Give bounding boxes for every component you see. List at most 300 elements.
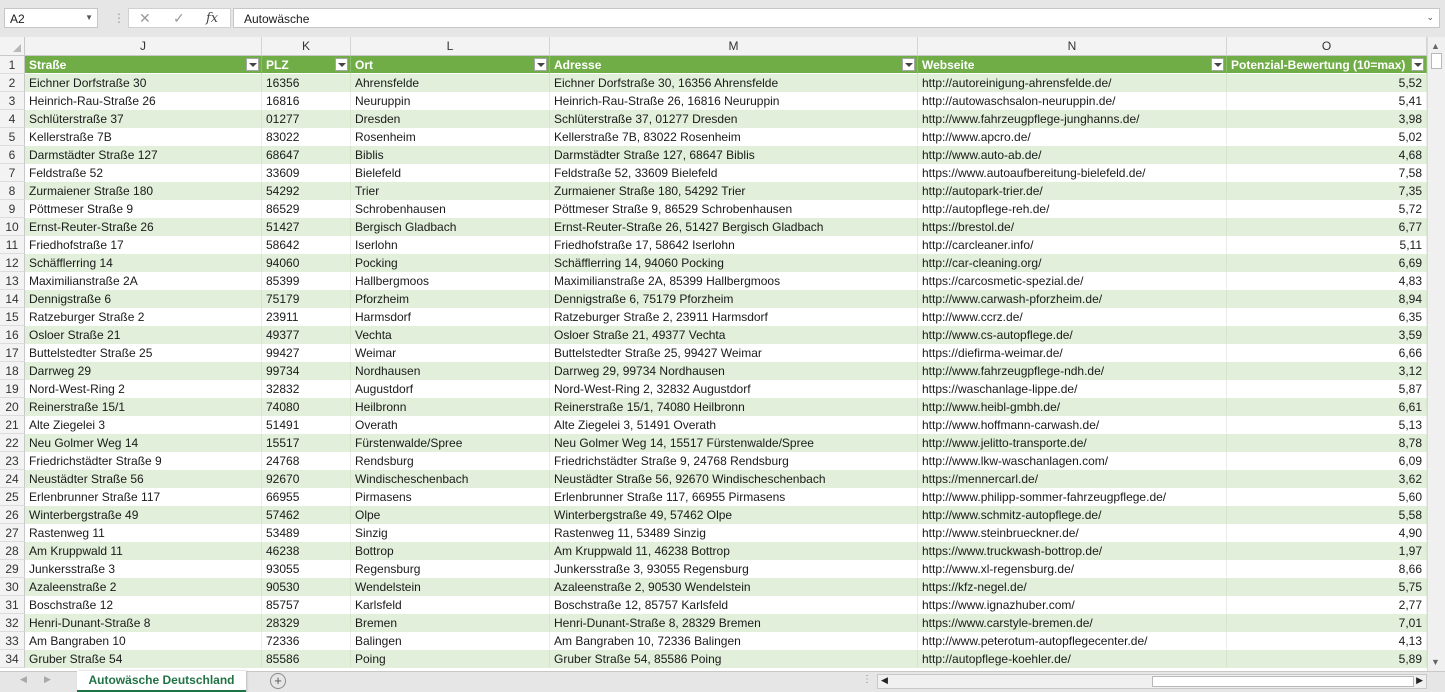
table-cell[interactable] xyxy=(918,650,1227,668)
cell-text: Heinrich-Rau-Straße 26, 16816 Neuruppin xyxy=(554,94,780,108)
table-cell[interactable] xyxy=(262,326,351,344)
row-number[interactable]: 1 xyxy=(0,56,25,74)
table-cell[interactable] xyxy=(550,218,918,236)
sheet-tab-active[interactable]: Autowäsche Deutschland xyxy=(77,671,246,692)
cell-text: Nord-West-Ring 2, 32832 Augustdorf xyxy=(554,382,751,396)
table-cell[interactable] xyxy=(262,290,351,308)
table-cell[interactable] xyxy=(351,452,550,470)
table-cell[interactable] xyxy=(262,146,351,164)
table-cell[interactable] xyxy=(1227,146,1427,164)
table-cell[interactable] xyxy=(351,614,550,632)
cell-text: Neu Golmer Weg 14, 15517 Fürstenwalde/Spree xyxy=(554,436,814,450)
formula-buttons xyxy=(128,8,231,28)
scroll-right-icon[interactable]: ▶ xyxy=(1416,675,1423,685)
table-cell[interactable] xyxy=(25,434,262,452)
table-cell[interactable] xyxy=(262,596,351,614)
vertical-scroll-thumb[interactable] xyxy=(1431,53,1442,69)
table-cell[interactable] xyxy=(918,542,1227,560)
table-cell[interactable] xyxy=(918,452,1227,470)
prev-sheet-icon[interactable]: ◀ xyxy=(20,674,27,684)
table-cell[interactable] xyxy=(25,344,262,362)
column-header-k[interactable]: K xyxy=(262,37,351,55)
table-cell[interactable] xyxy=(918,236,1227,254)
table-row xyxy=(0,200,1427,218)
table-cell[interactable] xyxy=(1227,416,1427,434)
cell-text: 74080 xyxy=(266,400,300,414)
filter-dropdown-icon[interactable] xyxy=(335,58,348,71)
table-cell[interactable] xyxy=(262,218,351,236)
table-cell[interactable] xyxy=(918,524,1227,542)
row-number[interactable]: 12 xyxy=(0,254,25,272)
table-cell[interactable] xyxy=(351,200,550,218)
cell-text: 2,77 xyxy=(1398,598,1422,612)
table-header-cell[interactable] xyxy=(262,56,351,74)
table-cell[interactable] xyxy=(918,164,1227,182)
table-cell[interactable] xyxy=(550,272,918,290)
row-number[interactable]: 26 xyxy=(0,506,25,524)
table-cell[interactable] xyxy=(550,380,918,398)
filter-dropdown-icon[interactable] xyxy=(1411,58,1424,71)
table-cell[interactable] xyxy=(25,524,262,542)
row-number[interactable]: 4 xyxy=(0,110,25,128)
table-cell[interactable] xyxy=(1227,290,1427,308)
table-cell[interactable] xyxy=(262,524,351,542)
table-cell[interactable] xyxy=(262,560,351,578)
table-cell[interactable] xyxy=(1227,362,1427,380)
table-cell[interactable] xyxy=(262,164,351,182)
table-cell[interactable] xyxy=(262,416,351,434)
table-cell[interactable] xyxy=(351,632,550,650)
table-cell[interactable] xyxy=(550,74,918,92)
cell-text: Am Kruppwald 11, 46238 Bottrop xyxy=(554,544,730,558)
table-cell[interactable] xyxy=(918,272,1227,290)
select-all-button[interactable] xyxy=(0,37,25,55)
table-cell[interactable] xyxy=(351,596,550,614)
cell-text: Junkersstraße 3 xyxy=(29,562,116,576)
table-cell[interactable] xyxy=(918,434,1227,452)
table-cell[interactable] xyxy=(351,416,550,434)
table-cell[interactable] xyxy=(25,272,262,290)
table-cell[interactable] xyxy=(25,290,262,308)
table-cell[interactable] xyxy=(918,308,1227,326)
cell-text: 5,52 xyxy=(1398,76,1422,90)
row-number[interactable]: 32 xyxy=(0,614,25,632)
row-number[interactable]: 33 xyxy=(0,632,25,650)
table-cell[interactable] xyxy=(918,218,1227,236)
table-cell[interactable] xyxy=(351,542,550,560)
table-cell[interactable] xyxy=(262,92,351,110)
table-cell[interactable] xyxy=(351,362,550,380)
table-cell[interactable] xyxy=(25,416,262,434)
table-cell[interactable] xyxy=(25,470,262,488)
table-cell[interactable] xyxy=(1227,524,1427,542)
cell-text: Ratzeburger Straße 2, 23911 Harmsdorf xyxy=(554,310,768,324)
table-cell[interactable] xyxy=(351,506,550,524)
row-number[interactable]: 34 xyxy=(0,650,25,668)
table-cell[interactable] xyxy=(351,650,550,668)
table-cell[interactable] xyxy=(1227,92,1427,110)
table-cell[interactable] xyxy=(351,290,550,308)
table-cell[interactable] xyxy=(550,434,918,452)
row-number[interactable]: 29 xyxy=(0,560,25,578)
table-cell[interactable] xyxy=(25,614,262,632)
table-cell[interactable] xyxy=(550,236,918,254)
table-cell[interactable] xyxy=(550,452,918,470)
table-cell[interactable] xyxy=(918,416,1227,434)
table-cell[interactable] xyxy=(25,380,262,398)
cell-text: 86529 xyxy=(266,202,300,216)
table-cell[interactable] xyxy=(351,182,550,200)
table-cell[interactable] xyxy=(262,272,351,290)
table-cell[interactable] xyxy=(1227,200,1427,218)
table-cell[interactable] xyxy=(550,578,918,596)
cell-text: Wendelstein xyxy=(355,580,421,594)
table-cell[interactable] xyxy=(550,128,918,146)
table-cell[interactable] xyxy=(262,182,351,200)
table-cell[interactable] xyxy=(1227,218,1427,236)
name-box[interactable] xyxy=(4,8,98,28)
column-header-n[interactable]: N xyxy=(918,37,1227,55)
table-cell[interactable] xyxy=(262,254,351,272)
table-cell[interactable] xyxy=(25,560,262,578)
filter-dropdown-icon[interactable] xyxy=(902,58,915,71)
table-cell[interactable] xyxy=(351,524,550,542)
table-cell[interactable] xyxy=(918,362,1227,380)
table-cell[interactable] xyxy=(550,398,918,416)
table-cell[interactable] xyxy=(351,380,550,398)
table-cell[interactable] xyxy=(25,146,262,164)
horizontal-scroll-thumb[interactable] xyxy=(1152,676,1414,687)
table-cell[interactable] xyxy=(1227,128,1427,146)
table-cell[interactable] xyxy=(1227,308,1427,326)
table-cell[interactable] xyxy=(351,578,550,596)
table-cell[interactable] xyxy=(351,308,550,326)
row-number[interactable]: 28 xyxy=(0,542,25,560)
table-cell[interactable] xyxy=(1227,434,1427,452)
table-row xyxy=(0,254,1427,272)
table-header-cell[interactable] xyxy=(351,56,550,74)
table-cell[interactable] xyxy=(918,506,1227,524)
row-number[interactable]: 8 xyxy=(0,182,25,200)
table-cell[interactable] xyxy=(550,200,918,218)
table-cell[interactable] xyxy=(351,146,550,164)
table-cell[interactable] xyxy=(1227,74,1427,92)
table-cell[interactable] xyxy=(262,128,351,146)
table-header-cell[interactable] xyxy=(918,56,1227,74)
table-cell[interactable] xyxy=(1227,650,1427,668)
table-cell[interactable] xyxy=(25,200,262,218)
table-cell[interactable] xyxy=(918,254,1227,272)
table-row xyxy=(0,560,1427,578)
table-cell[interactable] xyxy=(550,470,918,488)
table-cell[interactable] xyxy=(550,506,918,524)
table-cell[interactable] xyxy=(918,128,1227,146)
table-cell[interactable] xyxy=(351,218,550,236)
table-cell[interactable] xyxy=(550,92,918,110)
table-cell[interactable] xyxy=(918,110,1227,128)
table-cell[interactable] xyxy=(25,110,262,128)
table-cell[interactable] xyxy=(351,326,550,344)
chevron-down-icon[interactable]: ▼ xyxy=(85,13,93,22)
row-number[interactable]: 25 xyxy=(0,488,25,506)
table-cell[interactable] xyxy=(25,218,262,236)
table-cell[interactable] xyxy=(550,488,918,506)
table-cell[interactable] xyxy=(262,488,351,506)
table-cell[interactable] xyxy=(25,308,262,326)
column-header-m[interactable]: M xyxy=(550,37,918,55)
table-cell[interactable] xyxy=(262,614,351,632)
table-cell[interactable] xyxy=(550,596,918,614)
enter-check-icon[interactable]: ✓ xyxy=(173,10,185,26)
table-cell[interactable] xyxy=(550,182,918,200)
row-number[interactable]: 21 xyxy=(0,416,25,434)
table-cell[interactable] xyxy=(918,200,1227,218)
table-cell[interactable] xyxy=(550,542,918,560)
table-cell[interactable] xyxy=(25,398,262,416)
table-cell[interactable] xyxy=(918,470,1227,488)
table-cell[interactable] xyxy=(1227,506,1427,524)
table-cell[interactable] xyxy=(1227,326,1427,344)
table-cell[interactable] xyxy=(25,254,262,272)
table-cell[interactable] xyxy=(550,524,918,542)
table-cell[interactable] xyxy=(918,614,1227,632)
vertical-scrollbar[interactable] xyxy=(1427,37,1445,671)
table-cell[interactable] xyxy=(918,92,1227,110)
table-cell[interactable] xyxy=(262,632,351,650)
table-cell[interactable] xyxy=(262,308,351,326)
table-cell[interactable] xyxy=(262,470,351,488)
table-cell[interactable] xyxy=(550,146,918,164)
table-cell[interactable] xyxy=(25,128,262,146)
table-cell[interactable] xyxy=(918,326,1227,344)
table-cell[interactable] xyxy=(1227,110,1427,128)
table-cell[interactable] xyxy=(351,236,550,254)
table-cell[interactable] xyxy=(262,344,351,362)
row-number[interactable]: 15 xyxy=(0,308,25,326)
table-cell[interactable] xyxy=(918,290,1227,308)
row-number[interactable]: 19 xyxy=(0,380,25,398)
table-cell[interactable] xyxy=(1227,344,1427,362)
table-cell[interactable] xyxy=(918,74,1227,92)
table-cell[interactable] xyxy=(918,344,1227,362)
row-number[interactable]: 27 xyxy=(0,524,25,542)
add-sheet-icon[interactable]: + xyxy=(270,673,286,689)
table-cell[interactable] xyxy=(262,110,351,128)
table-cell[interactable] xyxy=(351,164,550,182)
table-header-cell[interactable] xyxy=(1227,56,1427,74)
cell-text: 01277 xyxy=(266,112,300,126)
row-number[interactable]: 9 xyxy=(0,200,25,218)
table-cell[interactable] xyxy=(25,74,262,92)
table-cell[interactable] xyxy=(25,236,262,254)
cell-text: 3,62 xyxy=(1398,472,1422,486)
cell-text: Olpe xyxy=(355,508,381,522)
table-cell[interactable] xyxy=(262,452,351,470)
table-cell[interactable] xyxy=(1227,578,1427,596)
table-cell[interactable] xyxy=(351,128,550,146)
table-cell[interactable] xyxy=(262,200,351,218)
table-cell[interactable] xyxy=(1227,488,1427,506)
table-cell[interactable] xyxy=(262,362,351,380)
table-cell[interactable] xyxy=(351,434,550,452)
table-cell[interactable] xyxy=(25,452,262,470)
table-cell[interactable] xyxy=(351,92,550,110)
table-cell[interactable] xyxy=(550,632,918,650)
row-number[interactable]: 6 xyxy=(0,146,25,164)
table-cell[interactable] xyxy=(918,578,1227,596)
table-cell[interactable] xyxy=(1227,560,1427,578)
table-cell[interactable] xyxy=(351,344,550,362)
cell-text: http://www.xl-regensburg.de/ xyxy=(922,562,1075,576)
cell-text: PLZ xyxy=(266,58,289,72)
row-number[interactable]: 2 xyxy=(0,74,25,92)
cell-text: http://www.steinbrueckner.de/ xyxy=(922,526,1079,540)
row-number[interactable]: 16 xyxy=(0,326,25,344)
table-cell[interactable] xyxy=(25,182,262,200)
column-header-l[interactable]: L xyxy=(351,37,550,55)
table-cell[interactable] xyxy=(262,506,351,524)
table-cell[interactable] xyxy=(918,380,1227,398)
scroll-left-icon[interactable]: ◀ xyxy=(881,675,888,685)
table-header-cell[interactable] xyxy=(25,56,262,74)
row-number[interactable]: 24 xyxy=(0,470,25,488)
filter-dropdown-icon[interactable] xyxy=(534,58,547,71)
row-number[interactable]: 5 xyxy=(0,128,25,146)
filter-dropdown-icon[interactable] xyxy=(1211,58,1224,71)
table-cell[interactable] xyxy=(262,434,351,452)
row-number[interactable]: 13 xyxy=(0,272,25,290)
table-cell[interactable] xyxy=(918,560,1227,578)
table-cell[interactable] xyxy=(1227,398,1427,416)
table-cell[interactable] xyxy=(1227,254,1427,272)
cell-text: http://www.cs-autopflege.de/ xyxy=(922,328,1073,342)
table-cell[interactable] xyxy=(262,398,351,416)
table-cell[interactable] xyxy=(25,506,262,524)
table-cell[interactable] xyxy=(550,614,918,632)
table-cell[interactable] xyxy=(1227,542,1427,560)
table-cell[interactable] xyxy=(550,110,918,128)
table-cell[interactable] xyxy=(918,146,1227,164)
table-cell[interactable] xyxy=(1227,470,1427,488)
table-cell[interactable] xyxy=(25,488,262,506)
cell-text: http://www.philipp-sommer-fahrzeugpflege.de/ xyxy=(922,490,1167,504)
table-cell[interactable] xyxy=(351,272,550,290)
table-cell[interactable] xyxy=(550,362,918,380)
table-cell[interactable] xyxy=(262,380,351,398)
table-cell[interactable] xyxy=(550,560,918,578)
row-number[interactable]: 18 xyxy=(0,362,25,380)
table-cell[interactable] xyxy=(550,164,918,182)
table-cell[interactable] xyxy=(550,326,918,344)
table-cell[interactable] xyxy=(25,164,262,182)
scroll-down-icon[interactable]: ▼ xyxy=(1431,657,1440,667)
table-cell[interactable] xyxy=(1227,182,1427,200)
row-number[interactable]: 31 xyxy=(0,596,25,614)
table-cell[interactable] xyxy=(1227,632,1427,650)
table-cell[interactable] xyxy=(918,488,1227,506)
table-cell[interactable] xyxy=(550,308,918,326)
grip-dots-icon[interactable]: ⋮ xyxy=(862,674,872,685)
next-sheet-icon[interactable]: ▶ xyxy=(44,674,51,684)
row-number[interactable]: 30 xyxy=(0,578,25,596)
table-cell[interactable] xyxy=(1227,272,1427,290)
table-cell[interactable] xyxy=(1227,236,1427,254)
row-number[interactable]: 7 xyxy=(0,164,25,182)
table-cell[interactable] xyxy=(550,344,918,362)
row-number[interactable]: 10 xyxy=(0,218,25,236)
table-cell[interactable] xyxy=(918,398,1227,416)
table-cell[interactable] xyxy=(25,632,262,650)
table-cell[interactable] xyxy=(25,326,262,344)
cell-text: 24768 xyxy=(266,454,300,468)
table-cell[interactable] xyxy=(1227,380,1427,398)
table-cell[interactable] xyxy=(550,416,918,434)
column-header-o[interactable]: O xyxy=(1227,37,1427,55)
row-number[interactable]: 22 xyxy=(0,434,25,452)
table-cell[interactable] xyxy=(1227,164,1427,182)
table-cell[interactable] xyxy=(351,74,550,92)
table-cell[interactable] xyxy=(918,182,1227,200)
horizontal-scrollbar[interactable] xyxy=(877,674,1427,689)
table-cell[interactable] xyxy=(25,650,262,668)
table-row xyxy=(0,452,1427,470)
table-cell[interactable] xyxy=(918,596,1227,614)
scroll-up-icon[interactable]: ▲ xyxy=(1431,41,1440,51)
table-cell[interactable] xyxy=(550,650,918,668)
row-number[interactable]: 11 xyxy=(0,236,25,254)
table-cell[interactable] xyxy=(351,488,550,506)
row-number[interactable]: 14 xyxy=(0,290,25,308)
table-cell[interactable] xyxy=(351,560,550,578)
row-number[interactable]: 23 xyxy=(0,452,25,470)
row-number[interactable]: 17 xyxy=(0,344,25,362)
expand-formula-icon[interactable]: ⌄ xyxy=(1426,12,1434,22)
table-cell[interactable] xyxy=(262,542,351,560)
table-cell[interactable] xyxy=(351,254,550,272)
table-cell[interactable] xyxy=(351,110,550,128)
cell-text: Erlenbrunner Straße 117 xyxy=(29,490,161,504)
table-cell[interactable] xyxy=(550,254,918,272)
column-header-j[interactable]: J xyxy=(25,37,262,55)
table-cell[interactable] xyxy=(1227,452,1427,470)
table-cell[interactable] xyxy=(25,596,262,614)
spreadsheet-grid[interactable] xyxy=(0,37,1427,671)
table-header-cell[interactable] xyxy=(550,56,918,74)
formula-input[interactable] xyxy=(233,8,1440,28)
table-cell[interactable] xyxy=(351,398,550,416)
table-cell[interactable] xyxy=(918,632,1227,650)
table-cell[interactable] xyxy=(262,74,351,92)
row-number[interactable]: 20 xyxy=(0,398,25,416)
table-cell[interactable] xyxy=(262,236,351,254)
cell-text: Friedrichstädter Straße 9, 24768 Rendsburg xyxy=(554,454,789,468)
table-cell[interactable] xyxy=(550,290,918,308)
table-cell[interactable] xyxy=(351,470,550,488)
table-cell[interactable] xyxy=(25,362,262,380)
table-cell[interactable] xyxy=(25,542,262,560)
table-cell[interactable] xyxy=(1227,614,1427,632)
insert-function-icon[interactable]: fx xyxy=(206,11,219,26)
table-cell[interactable] xyxy=(262,578,351,596)
cancel-icon[interactable]: ✕ xyxy=(139,10,151,26)
filter-dropdown-icon[interactable] xyxy=(246,58,259,71)
table-cell[interactable] xyxy=(25,578,262,596)
table-cell[interactable] xyxy=(1227,596,1427,614)
row-number[interactable]: 3 xyxy=(0,92,25,110)
table-cell[interactable] xyxy=(25,92,262,110)
cell-text: Ernst-Reuter-Straße 26, 51427 Bergisch Gladbach xyxy=(554,220,824,234)
table-cell[interactable] xyxy=(262,650,351,668)
